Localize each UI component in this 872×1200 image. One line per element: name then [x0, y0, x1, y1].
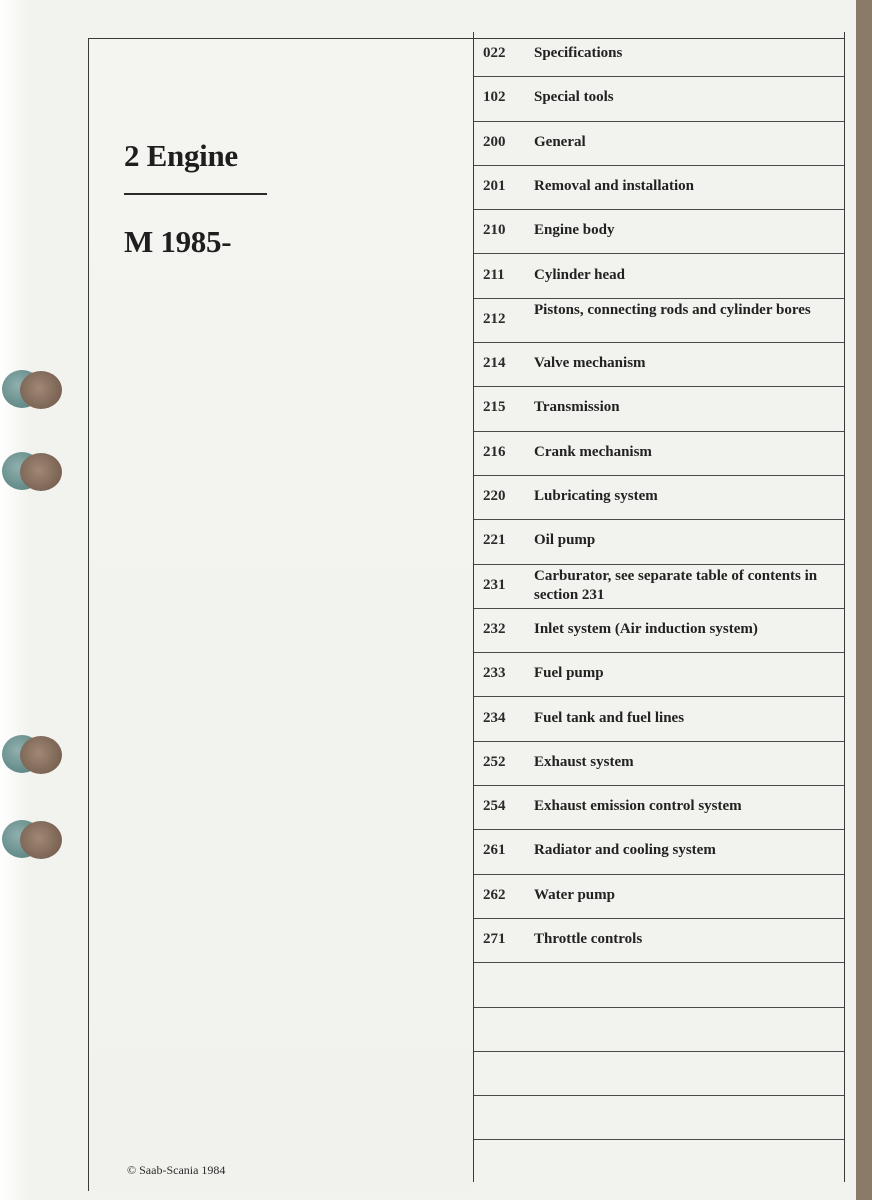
toc-row	[474, 121, 844, 166]
toc-row	[474, 697, 844, 742]
toc-section-title: Pistons, connecting rods and cylinder bores	[534, 301, 811, 318]
copyright-notice: © Saab-Scania 1984	[127, 1163, 226, 1177]
toc-row	[474, 829, 844, 874]
toc-section-code: 200	[483, 133, 506, 150]
toc-row	[474, 254, 844, 299]
toc-row	[474, 1095, 844, 1140]
toc-section-title: Exhaust emission control system	[534, 798, 742, 815]
toc-section-code: 214	[483, 355, 506, 372]
toc-section-title: Exhaust system	[534, 753, 634, 770]
toc-section-title: Special tools	[534, 89, 614, 106]
toc-section-title: Engine body	[534, 222, 615, 239]
toc-section-title: Throttle controls	[534, 931, 643, 947]
toc-section-title: Fuel pump	[534, 665, 604, 682]
toc-row	[474, 165, 844, 210]
toc-section-title: Lubricating system	[534, 488, 658, 504]
toc-section-code: 254	[483, 798, 506, 815]
toc-section-title: Oil pump	[534, 532, 596, 549]
toc-section-code: 210	[483, 222, 506, 239]
toc-section-code: 271	[483, 931, 506, 947]
toc-section-title: Radiator and cooling system	[534, 842, 716, 859]
toc-row	[474, 785, 844, 830]
toc-section-code: 233	[483, 665, 506, 682]
toc-section-title: Water pump	[534, 886, 615, 903]
toc-section-code: 212	[483, 310, 506, 327]
toc-section-code: 234	[483, 709, 506, 726]
toc-section-code: 232	[483, 620, 506, 637]
binder-hole-3	[2, 735, 58, 773]
toc-row	[474, 32, 844, 77]
toc-section-code: 022	[483, 45, 506, 61]
toc-section-title: Carburator, see separate table of contents in section 231	[534, 567, 818, 603]
toc-row	[474, 608, 844, 653]
toc-section-code: 211	[483, 266, 505, 283]
toc-row	[474, 1051, 844, 1096]
toc-section-title: Fuel tank and fuel lines	[534, 709, 685, 726]
toc-section-title: Crank mechanism	[534, 443, 652, 460]
toc-section-code: 216	[483, 443, 506, 460]
left-panel	[89, 39, 473, 1190]
toc-row	[474, 386, 844, 431]
toc-section-title: General	[534, 133, 586, 150]
toc-section-title: Transmission	[534, 399, 620, 416]
toc-section-code: 102	[483, 89, 506, 106]
toc-row	[474, 918, 844, 963]
toc-row	[474, 342, 844, 387]
toc-row	[474, 431, 844, 476]
binder-hole-4	[2, 820, 58, 858]
model-year: M 1985-	[124, 224, 232, 259]
toc-row	[474, 741, 844, 786]
toc-row	[474, 874, 844, 919]
toc-section-title: Valve mechanism	[534, 355, 646, 372]
toc-section-title: Cylinder head	[534, 266, 625, 283]
toc-row	[474, 962, 844, 1007]
toc-row	[474, 475, 844, 520]
toc-row	[474, 519, 844, 564]
title-divider	[124, 193, 267, 195]
toc-row	[474, 76, 844, 121]
toc-row	[474, 652, 844, 697]
toc-section-code: 220	[483, 488, 506, 504]
toc-row	[474, 564, 844, 609]
toc-section-title: Removal and installation	[534, 177, 695, 194]
toc-section-code: 201	[483, 177, 506, 194]
toc-section-code: 262	[483, 886, 506, 903]
page-edge	[0, 0, 30, 1200]
toc-section-title: Specifications	[534, 45, 623, 61]
toc-section-code: 231	[483, 576, 506, 593]
toc-section-title: Inlet system (Air induction system)	[534, 620, 758, 637]
toc-section-code: 221	[483, 532, 506, 549]
chapter-title: 2 Engine	[124, 138, 238, 173]
toc-section-code: 252	[483, 753, 506, 770]
toc-section-code: 261	[483, 842, 506, 859]
table-of-contents	[473, 32, 845, 1182]
toc-row	[474, 1007, 844, 1052]
toc-section-code: 215	[483, 399, 506, 416]
binder-hole-1	[2, 370, 58, 408]
binder-hole-2	[2, 452, 58, 490]
toc-row	[474, 298, 844, 343]
toc-row	[474, 209, 844, 254]
